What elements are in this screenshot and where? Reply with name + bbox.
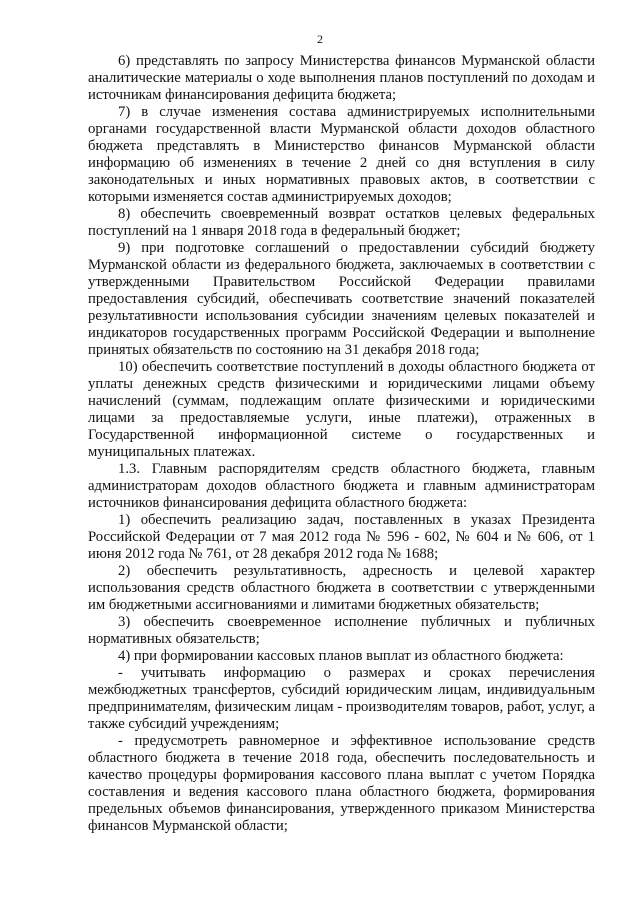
paragraph-item-8: 8) обеспечить своевременный возврат остатков целевых федеральных поступлений на 1 января 2018 года в федеральный бюджет; xyxy=(88,206,595,239)
paragraph-item-7: 7) в случае изменения состава администрируемых исполнительными органами государственной власти Мурманской области доходов областного бюджета представлять в Министерство финансов Мурманской области информацию об изменениях в течение 2 дней со дня вступления в силу законодательных и иных нормативных правовых актов, в соответствии с которыми изменяется состав администрируемых доходов; xyxy=(88,104,595,205)
paragraph-dash-item-1: - учитывать информацию о размерах и сроках перечисления межбюджетных трансфертов, субсидий юридическим лицам, индивидуальным предпринимателям, физическим лицам - производителям товаров, работ, услуг, а также субсидий учреждениям; xyxy=(88,665,595,732)
page-number: 2 xyxy=(317,32,323,46)
paragraph-subitem-1: 1) обеспечить реализацию задач, поставленных в указах Президента Российской Федерации от 7 мая 2012 года № 596 - 602, № 604 и № 606, от 1 июня 2012 года № 761, от 28 декабря 2012 года № 1688; xyxy=(88,512,595,562)
paragraph-subitem-3: 3) обеспечить своевременное исполнение публичных и публичных нормативных обязательств; xyxy=(88,614,595,647)
paragraph-dash-item-2: - предусмотреть равномерное и эффективное использование средств областного бюджета в течение 2018 года, обеспечить последовательность и качество процедуры формирования кассового плана выплат с учетом Порядка составления и ведения кассового плана областного бюджета, формирования предельных объемов финансирования, утвержденного приказом Министерства финансов Мурманской области; xyxy=(88,733,595,834)
document-body xyxy=(88,53,595,835)
paragraph-item-10: 10) обеспечить соответствие поступлений в доходы областного бюджета от уплаты денежных средств физическими и юридическими лицами объему начислений (суммам, подлежащим оплате физическими и юридическими лицами за предоставляемые услуги, иные платежи), отраженных в Государственной информационной системе о государственных и муниципальных платежах. xyxy=(88,359,595,460)
paragraph-subitem-2: 2) обеспечить результативность, адресность и целевой характер использования средств областного бюджета в соответствии с утвержденными им бюджетными ассигнованиями и лимитами бюджетных обязательств; xyxy=(88,563,595,613)
paragraph-subitem-4: 4) при формировании кассовых планов выплат из областного бюджета: xyxy=(118,648,564,664)
paragraph-item-9: 9) при подготовке соглашений о предоставлении субсидий бюджету Мурманской области из федерального бюджета, заключаемых в соответствии с утвержденными Правительством Российской Федерации правилами предоставления субсидий, обеспечивать соответствие значений показателей результативности использования субсидии значениям целевых показателей и индикаторов государственных программ Российской Федерации и выполнение принятых обязательств по состоянию на 31 декабря 2018 года; xyxy=(88,240,595,358)
paragraph-item-6: 6) представлять по запросу Министерства финансов Мурманской области аналитические материалы о ходе выполнения планов поступлений по доходам и источникам финансирования дефицита бюджета; xyxy=(88,53,595,103)
paragraph-section-1-3: 1.3. Главным распорядителям средств областного бюджета, главным администраторам доходов областного бюджета и главным администраторам источников финансирования дефицита областного бюджета: xyxy=(88,461,595,511)
